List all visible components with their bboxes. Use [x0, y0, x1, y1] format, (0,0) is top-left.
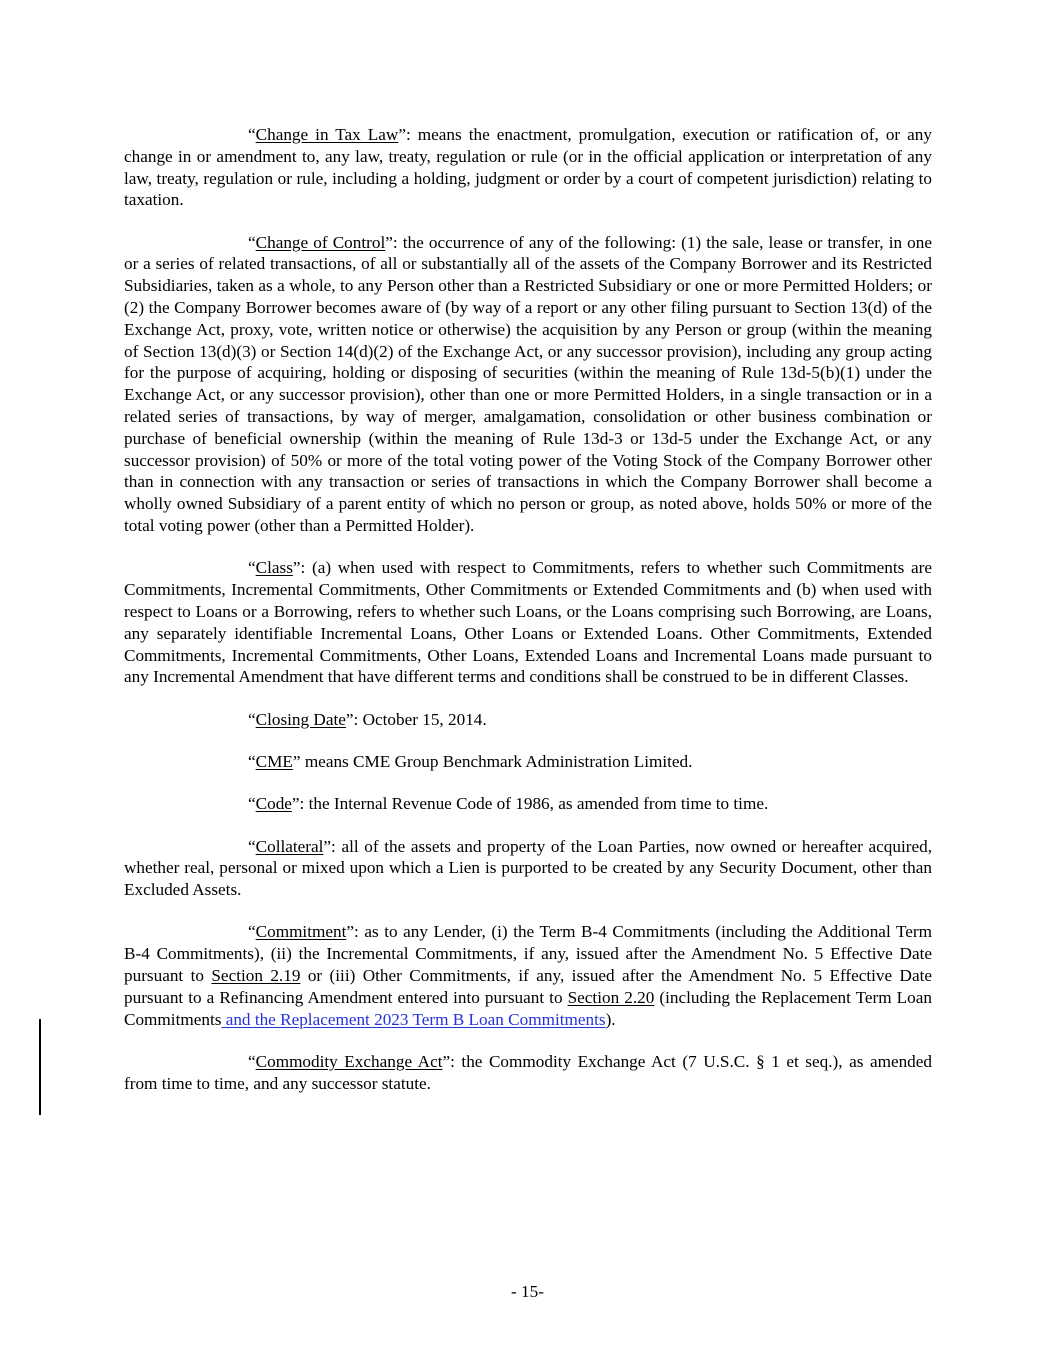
inserted-text: and the Replacement 2023 Term B Loan Commitments — [221, 1009, 606, 1029]
definition-closing-date: “Closing Date”: October 15, 2014. — [248, 709, 487, 729]
definition-cme: “CME” means CME Group Benchmark Administration Limited. — [248, 751, 693, 771]
definition-class: “Class”: (a) when used with respect to Commitments, refers to whether such Commitments are Commitments, Incremental Commitments, Other Commitments or Extended Commitments and (b) when used with respect to Loans or a Borrowing, refers to whether such Loans, or the Loans comprising such Borrowing, are Loans, any separately identifiable Incremental Loans, Other Loans or Extended Loans. Other Commitments, Extended Commitments, Incremental Commitments, Other Loans, Extended Loans and Incremental Loans made pursuant to any Incremental Amendment that have different terms and conditions shall be construed to be in different Classes. — [124, 558, 932, 687]
definition-change-of-control: “Change of Control”: the occurrence of any of the following: (1) the sale, lease or transfer, in one or a series of related transactions, of all or substantially all of the assets of the Company Borrower and its Restricted Subsidiaries, taken as a whole, to any Person other than a Restricted Subsidiary or one or more Permitted Holders; or (2) the Company Borrower becomes aware of (by way of a report or any other filing pursuant to Section 13(d) of the Exchange Act, proxy, vote, written notice or otherwise) the acquisition by any Person or group (within the meaning of Section 13(d)(3) or Section 14(d)(2) of the Exchange Act, or any successor provision), including any group acting for the purpose of acquiring, holding or disposing of securities (within the meaning of Rule 13d-5(b)(1) under the Exchange Act, or any successor provision), other than one or more Permitted Holders, in a single transaction or in a related series of transactions, by way of merger, amalgamation, consolidation or other business combination or purchase of beneficial ownership (within the meaning of Rule 13d-3 or 13d-5 under the Exchange Act, or any successor provision) of 50% or more of the total voting power of the Voting Stock of the Company Borrower other than in connection with any transaction or series of transactions in which the Company Borrower shall become a wholly owned Subsidiary of a parent entity of which no person or group, as noted above, holds 50% or more of the total voting power (other than a Permitted Holder). — [124, 232, 933, 536]
section-reference: Section 2.19 — [211, 966, 301, 985]
definition-commodity-exchange-act: “Commodity Exchange Act”: the Commodity Exchange Act (7 U.S.C. § 1 et seq.), as amended from time to time, and any successor statute. — [124, 1051, 932, 1093]
definition-commitment: “Commitment”: as to any Lender, (i) the Term B-4 Commitments (including the Additional Term B-4 Commitments), (ii) the Incremental Commitments, if any, issued after the Amendment No. 5 Effective Date pursuant to Section 2.19 or (iii) Other Commitments, if any, issued after the Amendment No. 5 Effective Date pursuant to a Refinancing Amendment entered into pursuant to Section 2.20 (including the Replacement Term Loan Commitments and the Replacement 2023 Term B Loan Commitments). — [124, 922, 932, 1029]
definition-change-in-tax-law: “Change in Tax Law”: means the enactment, promulgation, execution or ratification of, or any change in or amendment to, any law, treaty, regulation or rule (or in the official application or interpretation of any law, treaty, regulation or rule, including a holding, judgment or order by a court of competent jurisdiction) relating to taxation. — [124, 125, 932, 210]
section-reference: Section 2.20 — [567, 987, 655, 1007]
defined-term: Closing Date — [255, 709, 346, 729]
page-number: - 15- — [511, 1282, 544, 1301]
document-body — [124, 124, 932, 1115]
defined-term: CME — [255, 751, 293, 771]
defined-term: Commitment — [255, 922, 347, 942]
defined-term: Collateral — [255, 836, 324, 856]
defined-term: Code — [255, 794, 292, 814]
defined-term: Class — [255, 558, 293, 578]
defined-term: Change of Control — [255, 232, 386, 252]
defined-term: Commodity Exchange Act — [255, 1051, 443, 1071]
defined-term: Change in Tax Law — [255, 125, 399, 144]
revision-change-bar — [39, 1019, 41, 1115]
definition-code: “Code”: the Internal Revenue Code of 1986, as amended from time to time. — [248, 794, 769, 814]
definition-collateral: “Collateral”: all of the assets and property of the Loan Parties, now owned or hereafter acquired, whether real, personal or mixed upon which a Lien is purported to be created by any Security Document, other than Excluded Assets. — [124, 836, 932, 900]
